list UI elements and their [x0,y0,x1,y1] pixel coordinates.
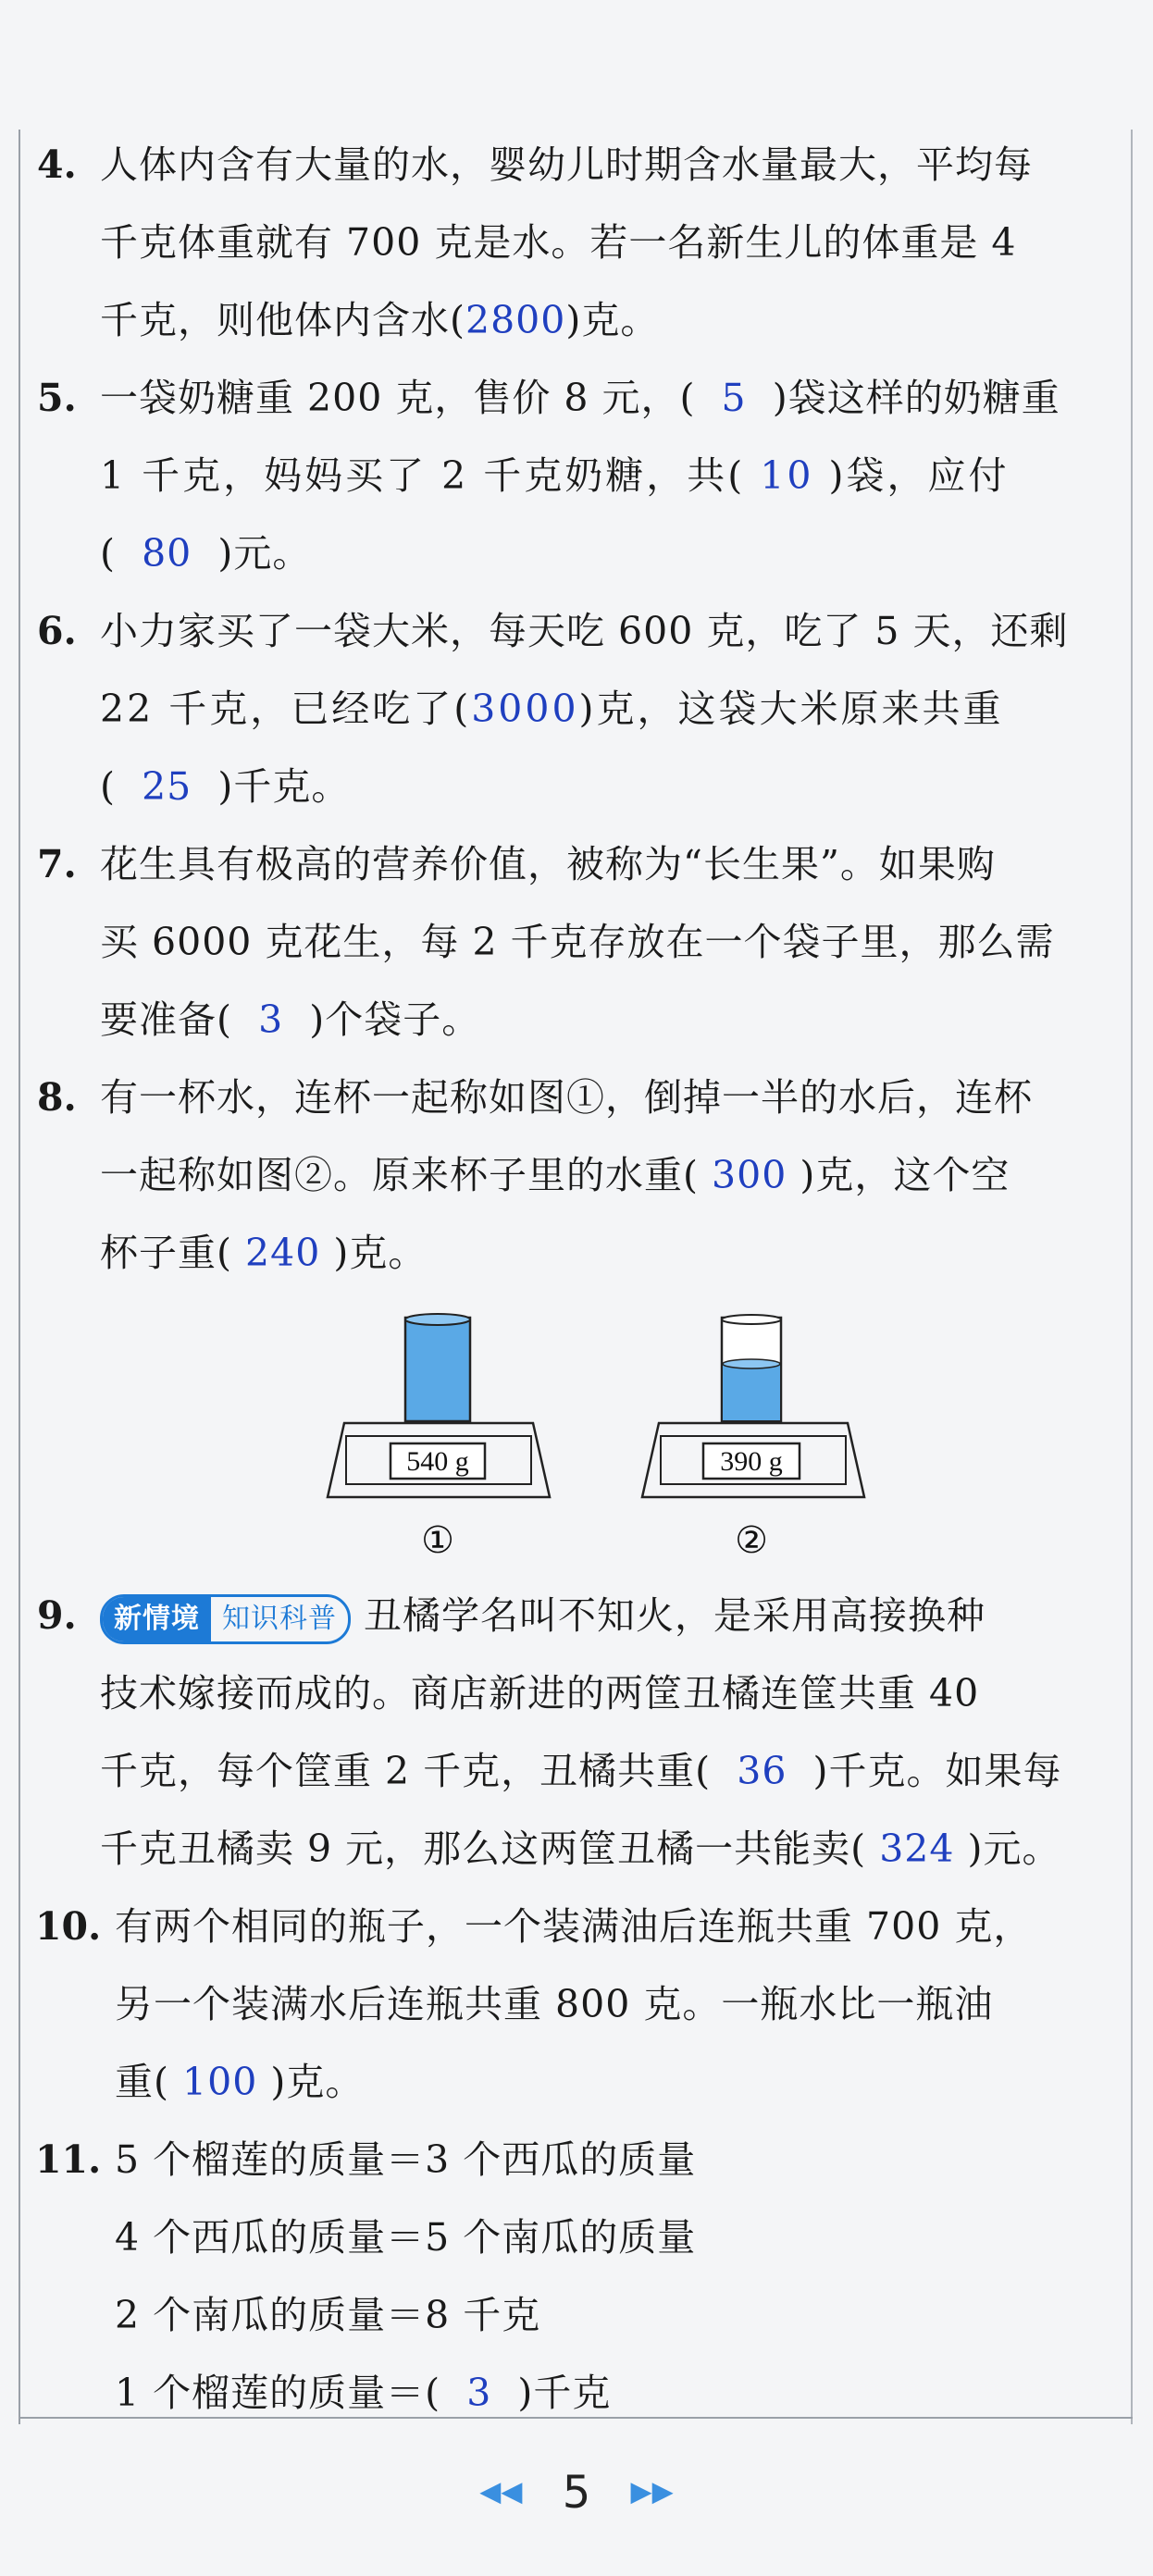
cup-rim [405,1314,470,1325]
q5-text: 一袋奶糖重 200 克，售价 8 元，( 5 )袋这样的奶糖重 [100,376,1060,420]
q4-number: 4. [37,142,77,187]
q10-line-3 [0,2043,1153,2121]
q9-text: 千克，每个筐重 2 千克，丑橘共重( 36 )千克。如果每 [100,1749,1062,1793]
q11-line-3 [0,2276,1153,2354]
q7-line-1 [0,825,1153,903]
q9-line-1 [0,1577,1153,1654]
q11-text: 5 个榴莲的质量＝3 个西瓜的质量 [115,2137,697,2182]
q10-text: 另一个装满水后连瓶共重 800 克。一瓶水比一瓶油 [115,1982,994,2026]
scale-2-label: ② [735,1519,768,1562]
q9-text: 技术嫁接而成的。商店新进的两筐丑橘连筐共重 40 [100,1671,980,1715]
q8-number: 8. [37,1075,77,1120]
half-water [723,1364,780,1420]
answer: 240 [245,1231,321,1275]
q5-text: ( 80 )元。 [100,531,312,576]
q4-line-1 [0,126,1153,204]
q8-line-1 [0,1059,1153,1136]
q4-text: 人体内含有大量的水，婴幼儿时期含水量最大，平均每 [100,142,1033,187]
q7-text: 买 6000 克花生，每 2 千克存放在一个袋子里，那么需 [100,920,1055,964]
q11-line-1 [0,2121,1153,2198]
q4-line-3 [0,281,1153,359]
q8-text: 一起称如图②。原来杯子里的水重( 300 )克，这个空 [100,1153,1010,1197]
q8-line-2 [0,1136,1153,1214]
answer: 80 [142,531,192,576]
q5-number: 5. [37,376,77,420]
scale-2 [642,1315,864,1562]
q11-text: 4 个西瓜的质量＝5 个南瓜的质量 [115,2215,697,2260]
q8-line-3 [0,1214,1153,1292]
answer: 25 [142,764,192,809]
q7-text: 花生具有极高的营养价值，被称为“长生果”。如果购 [100,842,996,886]
q9-text: 新情境 知识科普 丑橘学名叫不知火，是采用高接换种 [100,1577,986,1654]
q9-line-3 [0,1732,1153,1810]
page-footer [0,2452,1153,2526]
q9-number: 9. [37,1593,77,1638]
q4-text: 千克，则他体内含水(2800)克。 [100,298,660,342]
answer: 3 [466,2371,492,2415]
q9-line-4 [0,1810,1153,1888]
q10-number: 10. [35,1904,102,1949]
scale-1-label: ① [421,1519,454,1562]
q5-line-1 [0,359,1153,437]
next-page-icon[interactable]: ▶▶ [630,2475,674,2508]
q5-line-3 [0,514,1153,592]
q10-text: 有两个相同的瓶子，一个装满油后连瓶共重 700 克， [115,1904,1033,1949]
q6-number: 6. [37,609,77,653]
prev-page-icon[interactable]: ◀◀ [479,2475,523,2508]
q7-line-3 [0,981,1153,1059]
cup-rim [722,1315,781,1324]
q11-line-2 [0,2198,1153,2276]
q11-text: 1 个榴莲的质量＝( 3 )千克 [115,2371,612,2415]
q10-text: 重( 100 )克。 [115,2060,365,2104]
scale-illustration [315,1305,888,1573]
answer: 324 [879,1827,955,1871]
q11-line-4 [0,2354,1153,2432]
scale-1 [328,1314,550,1562]
q8-text: 有一杯水，连杯一起称如图①，倒掉一半的水后，连杯 [100,1075,1033,1120]
full-water-cup [405,1318,470,1421]
q5-line-2 [0,437,1153,514]
q9-text: 千克丑橘卖 9 元，那么这两筐丑橘一共能卖( 324 )元。 [100,1827,1061,1871]
answer: 3000 [471,687,579,731]
answer: 10 [760,453,814,498]
answer: 300 [712,1153,787,1197]
q6-line-1 [0,592,1153,670]
q9-line-2 [0,1654,1153,1732]
answer: 100 [182,2060,258,2104]
q6-line-3 [0,748,1153,825]
answer: 36 [737,1749,787,1793]
scale-2-reading: 390 g [720,1446,783,1477]
q6-line-2 [0,670,1153,748]
answer: 3 [258,997,284,1042]
answer: 5 [721,376,747,420]
water-surface [723,1359,780,1368]
q5-text: 1 千克，妈妈买了 2 千克奶糖，共( 10 )袋，应付 [100,453,1010,498]
page-number: 5 [562,2466,591,2519]
q11-text: 2 个南瓜的质量＝8 千克 [115,2293,541,2337]
q6-text: ( 25 )千克。 [100,764,351,809]
scale-figure [315,1305,888,1573]
q7-line-2 [0,903,1153,981]
new-context-tag: 新情境 知识科普 [100,1594,351,1644]
q7-text: 要准备( 3 )个袋子。 [100,997,481,1042]
q10-line-2 [0,1965,1153,2043]
q7-number: 7. [37,842,77,886]
scale-1-reading: 540 g [406,1446,469,1477]
q6-text: 小力家买了一袋大米，每天吃 600 克，吃了 5 天，还剩 [100,609,1069,653]
q6-text: 22 千克，已经吃了(3000)克，这袋大米原来共重 [100,687,1004,731]
q4-line-2 [0,204,1153,281]
q10-line-1 [0,1888,1153,1965]
q8-text: 杯子重( 240 )克。 [100,1231,428,1275]
answer: 2800 [465,298,566,342]
q11-number: 11. [35,2137,102,2182]
q4-text: 千克体重就有 700 克是水。若一名新生儿的体重是 4 [100,220,1017,265]
